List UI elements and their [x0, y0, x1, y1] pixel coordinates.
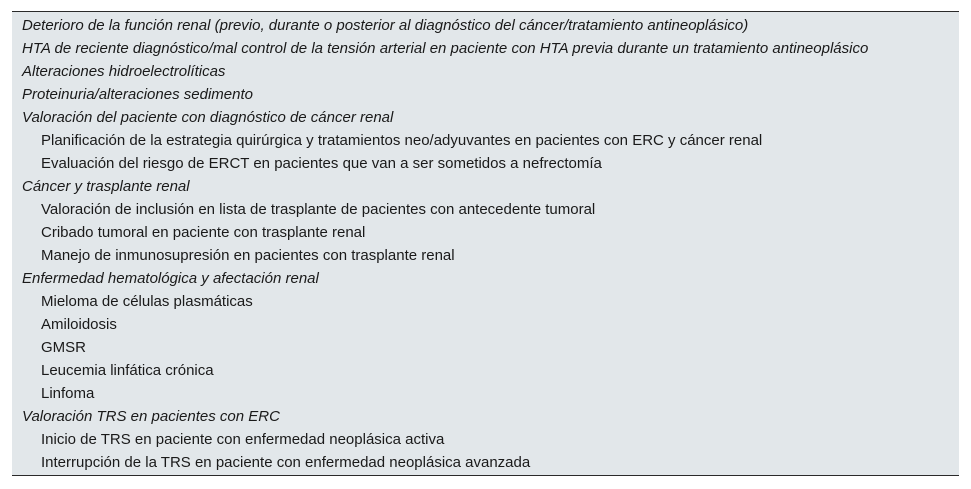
sub-row: Evaluación del riesgo de ERCT en pacientes que van a ser sometidos a nefrectomía: [41, 155, 602, 172]
sub-row: Planificación de la estrategia quirúrgica y tratamientos neo/adyuvantes en pacientes con ERC y cáncer renal: [41, 132, 763, 149]
category-row: Cáncer y trasplante renal: [22, 178, 190, 195]
sub-row: Manejo de inmunosupresión en pacientes con trasplante renal: [41, 247, 455, 264]
sub-row: Inicio de TRS en paciente con enfermedad neoplásica activa: [41, 431, 445, 448]
category-row: Valoración del paciente con diagnóstico de cáncer renal: [22, 109, 394, 126]
category-row: Deterioro de la función renal (previo, durante o posterior al diagnóstico del cáncer/tratamiento antineoplásico): [22, 17, 749, 34]
sub-row: Leucemia linfática crónica: [41, 362, 214, 379]
indications-table: [12, 11, 959, 476]
sub-row: Interrupción de la TRS en paciente con enfermedad neoplásica avanzada: [41, 454, 531, 471]
category-row: Proteinuria/alteraciones sedimento: [22, 86, 253, 103]
sub-row: Valoración de inclusión en lista de trasplante de pacientes con antecedente tumoral: [41, 201, 596, 218]
sub-row: GMSR: [41, 339, 86, 356]
sub-row: Mieloma de células plasmáticas: [41, 293, 253, 310]
sub-row: Cribado tumoral en paciente con trasplante renal: [41, 224, 366, 241]
category-row: Valoración TRS en pacientes con ERC: [22, 408, 280, 425]
category-row: Alteraciones hidroelectrolíticas: [22, 63, 226, 80]
category-row: HTA de reciente diagnóstico/mal control de la tensión arterial en paciente con HTA previa durante un tratamiento antineoplásico: [22, 40, 869, 57]
category-row: Enfermedad hematológica y afectación renal: [22, 270, 319, 287]
sub-row: Amiloidosis: [41, 316, 117, 333]
sub-row: Linfoma: [41, 385, 95, 402]
